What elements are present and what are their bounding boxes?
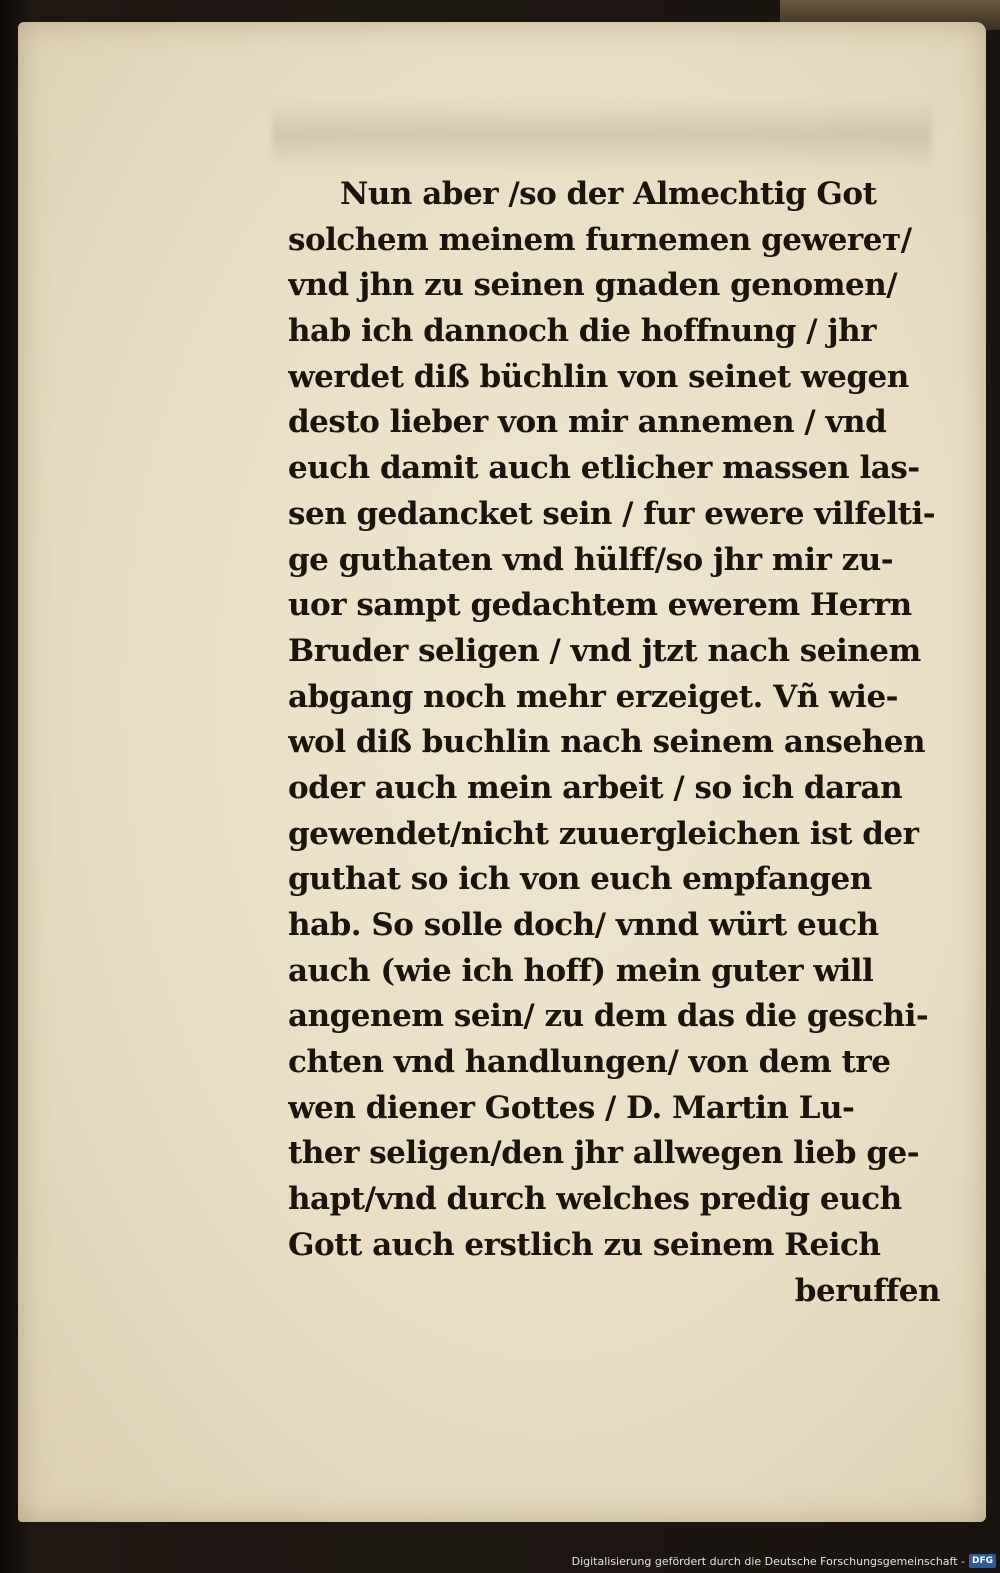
text-line: angenem sein/ zu dem das die geschi- [288,998,929,1035]
text-line: hapt/vnd durch welches predig euch [288,1181,902,1218]
text-line: Nun aber /so der Almechtig Got [340,176,877,212]
text-line: wol diß buchlin nach seinem ansehen [288,724,925,761]
text-line: abgang noch mehr erzeiget. Vñ wie- [288,678,899,715]
catchword: beruffen [794,1272,940,1309]
show-through-bleed [272,100,932,170]
text-line: oder auch mein arbeit / so ich daran [288,769,903,806]
text-line: hab ich dannoch die hoffnung / jhr [288,313,876,350]
text-line: gewendet/nicht zuuergleichen ist der [288,815,919,852]
text-line: sen gedancket sein / fur ewere vilfelti- [288,495,936,532]
text-line: ther seligen/den jhr allwegen lieb ge- [288,1135,920,1172]
text-line: Bruder seligen / vnd jtzt nach seinem [288,632,921,669]
digitization-credit [572,1553,996,1569]
credit-text: Digitalisierung gefördert durch die Deutsche Forschungsgemeinschaft - [571,1554,965,1568]
text-line: solchem meinem furnemen gewerет/ [288,221,912,258]
text-line: werdet diß büchlin von seinet wegen [288,358,909,395]
text-line: hab. So solle doch/ vnnd würt euch [288,907,879,943]
text-line: vnd jhn zu seinen gnaden genomen/ [288,267,898,304]
page-text [288,172,948,1314]
text-line: desto lieber von mir annemen / vnd [288,404,887,441]
text-line: ge guthaten vnd hülff/so jhr mir zu- [288,541,894,578]
text-line: auch (wie ich hoff) mein guter will [288,952,874,989]
text-line: guthat so ich von euch empfangen [288,861,872,898]
text-line: wen diener Gottes / D. Martin Lu- [288,1089,855,1126]
text-line: uor sampt gedachtem ewerem Herrn [288,587,912,624]
text-line: Gott auch erstlich zu seinem Reich [288,1226,881,1263]
dfg-logo-icon[interactable]: DFG [969,1554,996,1568]
text-line: euch damit auch etlicher massen las- [288,450,920,487]
text-line: chten vnd handlungen/ von dem tre [288,1044,891,1081]
